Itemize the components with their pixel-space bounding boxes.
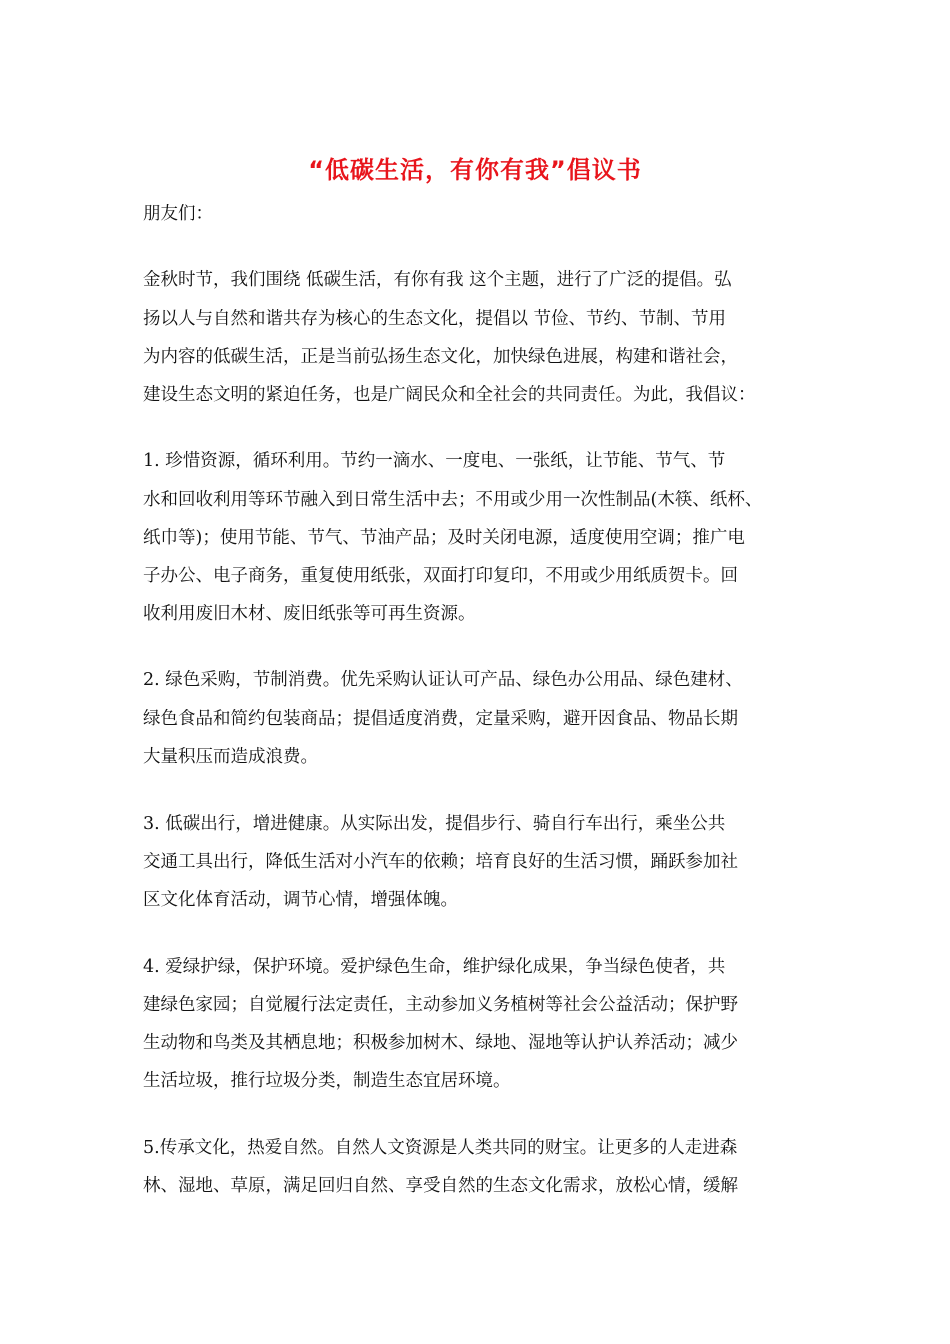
item2-line-2: 绿色食品和简约包装商品；提倡适度消费，定量采购，避开因食品、物品长期 <box>143 709 738 729</box>
item4-line-4: 生活垃圾，推行垃圾分类，制造生态宜居环境。 <box>143 1071 511 1091</box>
item1-line-4: 子办公、电子商务，重复使用纸张，双面打印复印，不用或少用纸质贺卡。回 <box>143 566 738 586</box>
item3-line-2: 交通工具出行，降低生活对小汽车的依赖；培育良好的生活习惯，踊跃参加社 <box>143 852 738 872</box>
item1-line-2: 水和回收利用等环节融入到日常生活中去；不用或少用一次性制品(木筷、纸杯、 <box>143 490 763 510</box>
item5-line-2: 林、湿地、草原，满足回归自然、享受自然的生态文化需求，放松心情，缓解 <box>143 1176 738 1196</box>
item5-line-1: 5.传承文化，热爱自然。自然人文资源是人类共同的财宝。让更多的人走进森 <box>143 1138 738 1158</box>
item3-line-3: 区文化体育活动，调节心情，增强体魄。 <box>143 890 458 910</box>
item1-line-1: 1. 珍惜资源，循环利用。节约一滴水、一度电、一张纸，让节能、节气、节 <box>143 451 726 471</box>
intro-line-4: 建设生态文明的紧迫任务，也是广阔民众和全社会的共同责任。为此，我倡议： <box>143 385 756 405</box>
intro-line-1: 金秋时节，我们围绕 低碳生活，有你有我 这个主题，进行了广泛的提倡。弘 <box>143 270 732 290</box>
intro-line-3: 为内容的低碳生活，正是当前弘扬生态文化，加快绿色进展，构建和谐社会， <box>143 347 738 367</box>
item4-line-1: 4. 爱绿护绿，保护环境。爱护绿色生命，维护绿化成果，争当绿色使者，共 <box>143 957 726 977</box>
document-title: “低碳生活，有你有我”倡议书 <box>308 156 642 184</box>
intro-line-2: 扬以人与自然和谐共存为核心的生态文化，提倡以 节俭、节约、节制、节用 <box>143 309 727 329</box>
item1-line-5: 收利用废旧木材、废旧纸张等可再生资源。 <box>143 604 476 624</box>
item2-line-1: 2. 绿色采购，节制消费。优先采购认证认可产品、绿色办公用品、绿色建材、 <box>143 670 743 690</box>
item4-line-3: 生动物和鸟类及其栖息地；积极参加树木、绿地、湿地等认护认养活动；减少 <box>143 1033 738 1053</box>
item1-line-3: 纸巾等)；使用节能、节气、节油产品；及时关闭电源，适度使用空调；推广电 <box>143 528 745 548</box>
item2-line-3: 大量积压而造成浪费。 <box>143 747 318 767</box>
item3-line-1: 3. 低碳出行，增进健康。从实际出发，提倡步行、骑自行车出行，乘坐公共 <box>143 814 726 834</box>
item4-line-2: 建绿色家园；自觉履行法定责任，主动参加义务植树等社会公益活动；保护野 <box>143 995 738 1015</box>
salutation: 朋友们： <box>143 204 213 224</box>
